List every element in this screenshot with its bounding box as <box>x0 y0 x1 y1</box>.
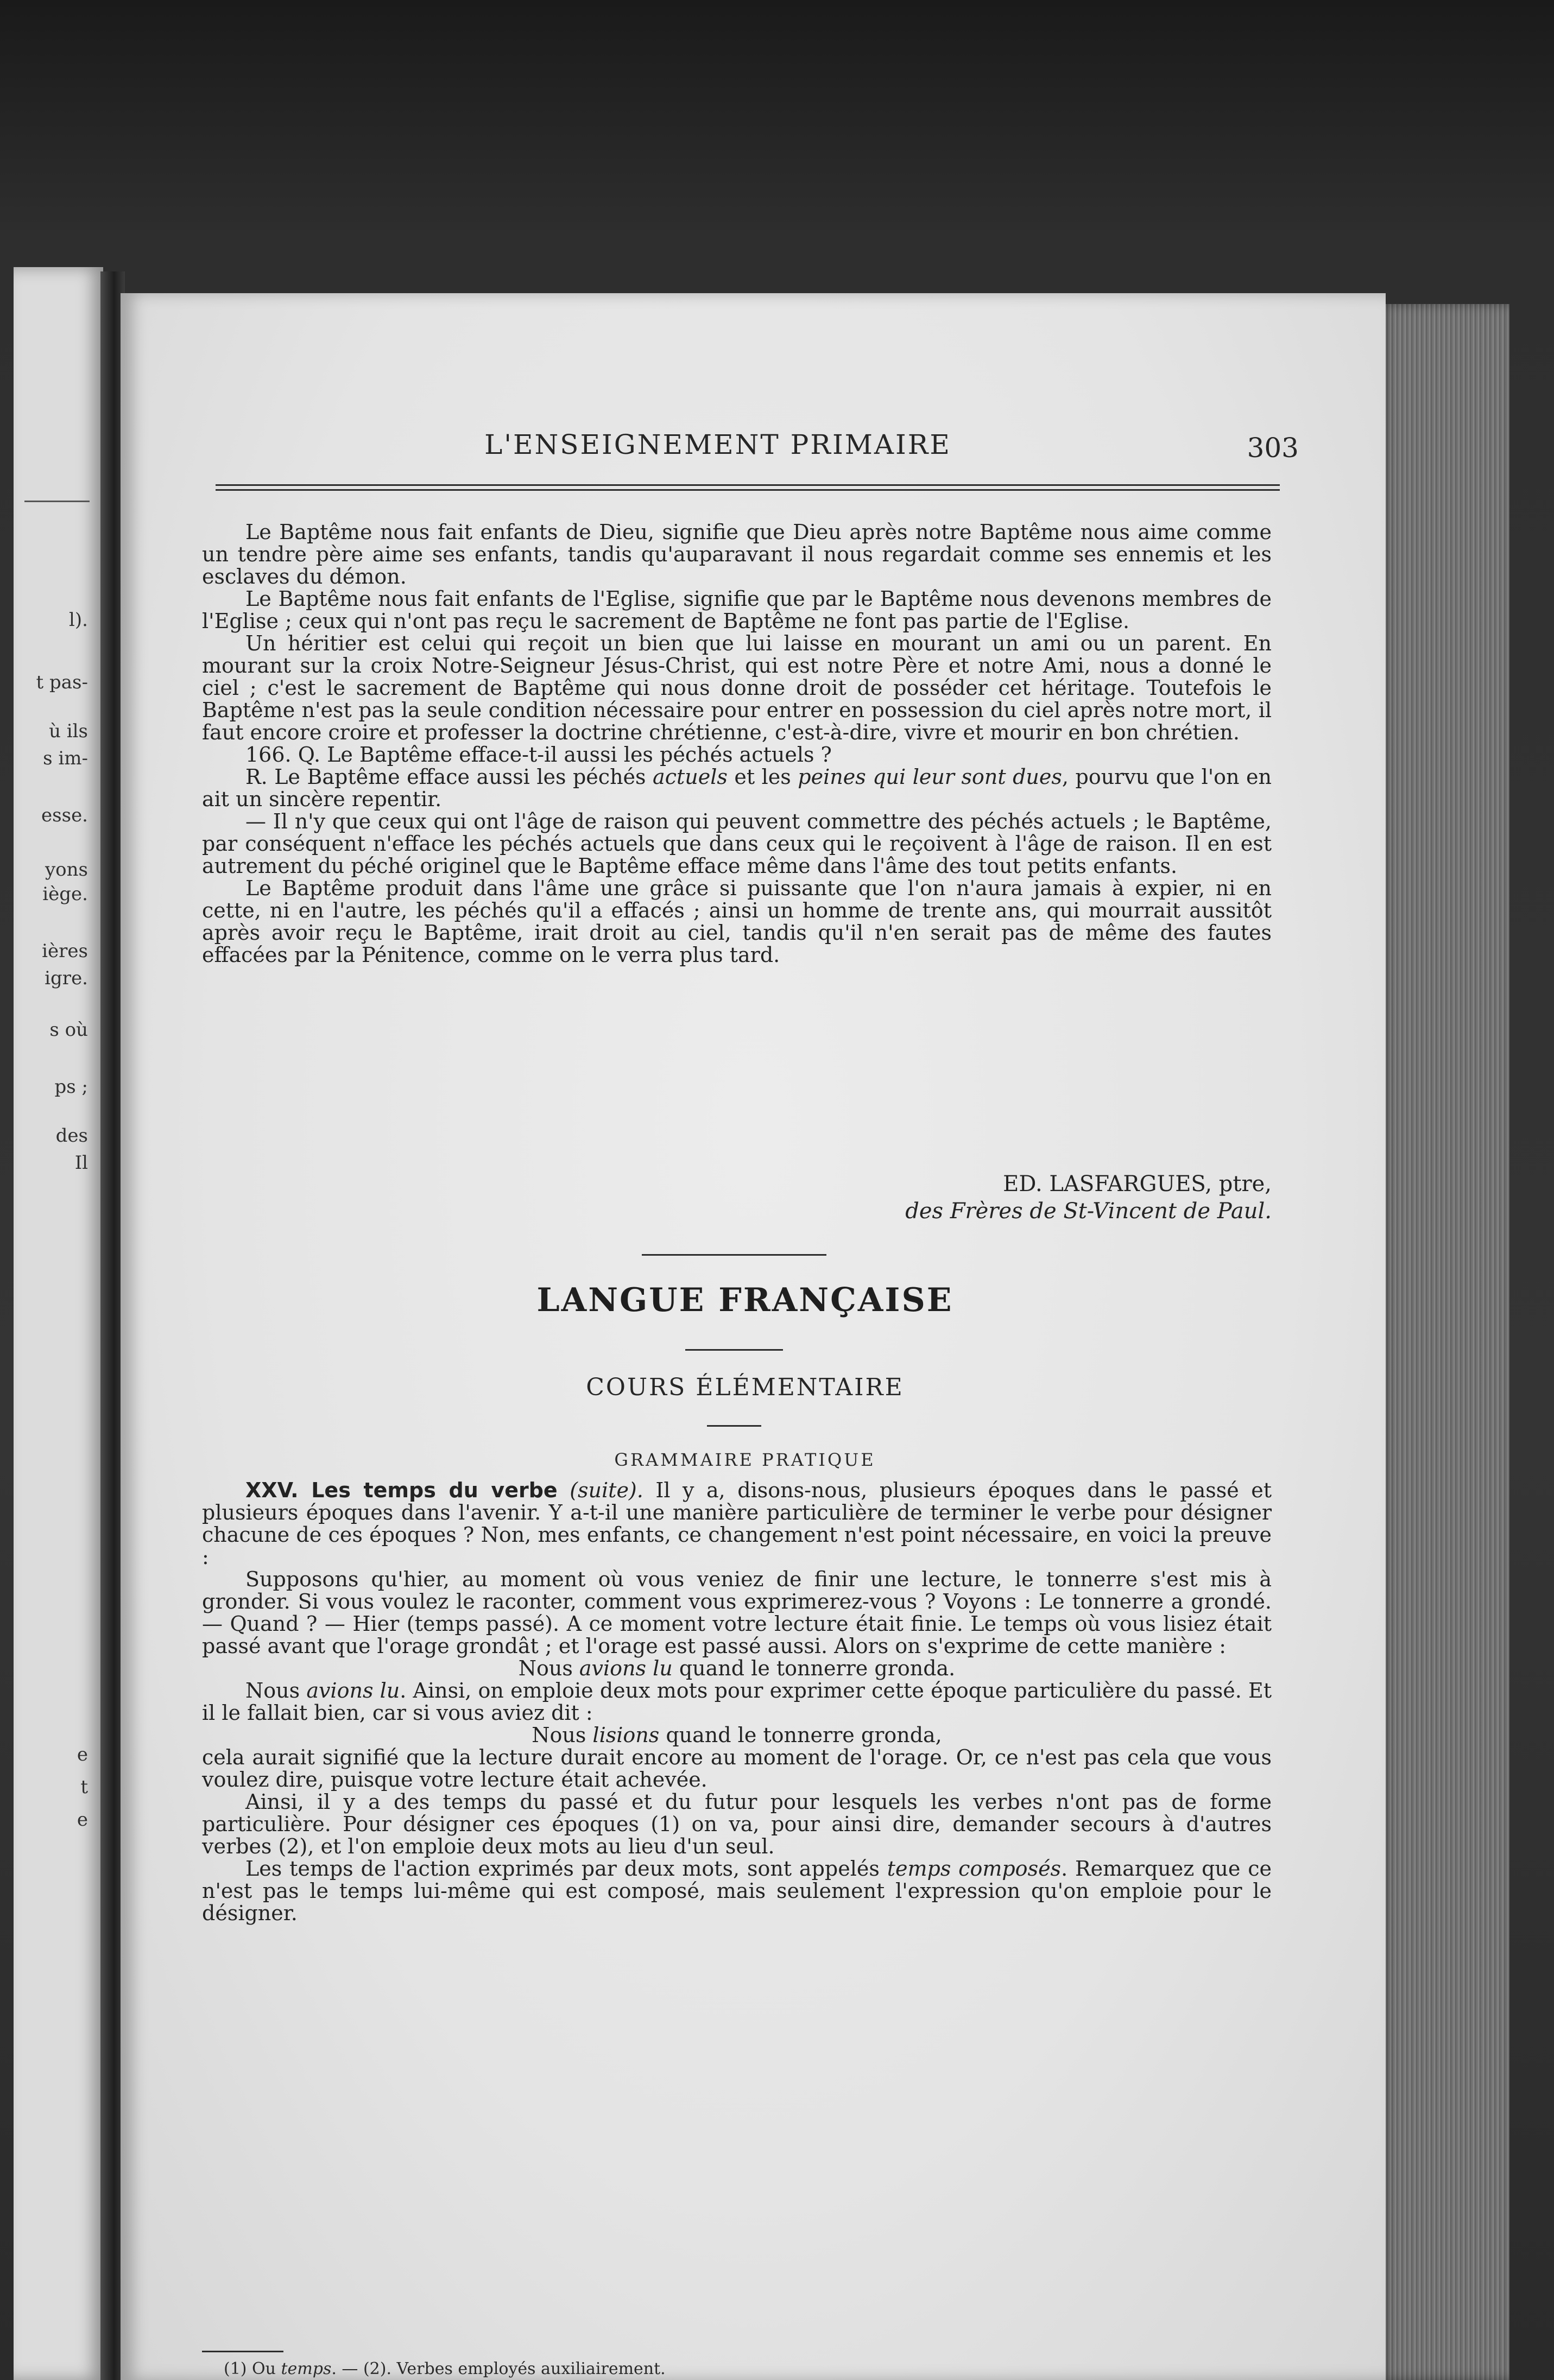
example-sentence: Nous avions lu quand le tonnerre gronda. <box>518 1656 956 1680</box>
paragraph: Le Baptême nous fait enfants de Dieu, signifie que Dieu après notre Baptême nous aime comme un tendre père aime ses enfants, tandis qu'auparavant il nous regardait comme ses ennemis et les esclaves du démon. <box>202 520 1272 588</box>
lesson-intro: XXV. Les temps du verbe (suite). Il y a, disons-nous, plusieurs époques dans le passé et plusieurs époques dans l'avenir. Y a-t-il une manière particulière de terminer le verbe pour désigner chacune de ces époques ? Non, mes enfants, ce changement n'est point nécessaire, en voici la preuve : <box>202 1478 1272 1569</box>
subtitle-rule <box>707 1425 761 1427</box>
question-166: 166. Q. Le Baptême efface-t-il aussi les péchés actuels ? <box>245 743 832 767</box>
footnote-rule <box>202 2351 283 2352</box>
running-header <box>191 429 1299 478</box>
paragraph: Un héritier est celui qui reçoit un bien que lui laisse en mourant un ami ou un parent. En mourant sur la croix Notre-Seigneur Jésus-Christ, qui est notre Père et notre Ami, nous a donné le ciel ; c'est le sacrement de Baptême qui nous donne droit de posséder cet héritage. Toutefois le Baptême n'est pas la seule condition nécessaire pour entrer en possession du ciel après notre mort, il faut encore croire et professer la doctrine chrétienne, c'est-à-dire, vivre et mourir en bon chrétien. <box>202 631 1272 744</box>
left-page-fragment: e <box>77 1809 88 1831</box>
paragraph: Supposons qu'hier, au moment où vous veniez de finir une lecture, le tonnerre s'est mis à gronder. Si vous voulez le raconter, comment vous exprimerez-vous ? Voyons : Le tonnerre a grondé. — Quand ? — Hier (temps passé). A ce moment votre lecture était finie. Le temps où vous lisiez était passé avant que l'orage grondât ; et l'orage est passé aussi. Alors on s'exprime de cette manière : <box>202 1567 1272 1658</box>
section-divider <box>642 1254 826 1256</box>
bapteme-text-block <box>202 521 1272 966</box>
page-number: 303 <box>1247 432 1299 464</box>
signature-order: des Frères de St-Vincent de Paul. <box>905 1199 1272 1224</box>
left-page-fragment: igre. <box>45 967 88 989</box>
grammar-title: GRAMMAIRE PRATIQUE <box>614 1449 876 1470</box>
left-page-fragment: t pas- <box>36 672 88 693</box>
paragraph: Ainsi, il y a des temps du passé et du futur pour lesquels les verbes n'ont pas de forme particulière. Pour désigner ces époques (1) on va, pour ainsi dire, demander secours à d'autres verbes (2), et l'on emploie deux mots au lieu d'un seul. <box>202 1790 1272 1858</box>
left-page-rule <box>24 501 90 502</box>
left-page-fragment: esse. <box>41 805 88 826</box>
left-page-fragment: ps ; <box>54 1076 88 1098</box>
example-sentence: Nous lisions quand le tonnerre gronda, <box>532 1723 942 1747</box>
grammaire-text-block <box>202 1479 1272 1925</box>
left-page-fragment: l). <box>69 609 88 631</box>
left-page-fragment: s im- <box>43 748 88 769</box>
paragraph: — Il n'y que ceux qui ont l'âge de raison qui peuvent commettre des péchés actuels ; le Baptême, par conséquent n'efface les péchés actuels que dans ceux qui le reçoivent à l'âge de raison. Il en est autrement du péché originel que le Baptême efface même dans l'âme des tout petits enfants. <box>202 809 1272 878</box>
answer-166: R. Le Baptême efface aussi les péchés actuels et les peines qui leur sont dues, pourvu que l'on en ait un sincère repentir. <box>202 765 1272 811</box>
header-double-rule <box>216 484 1280 491</box>
paragraph: cela aurait signifié que la lecture durait encore au moment de l'orage. Or, ce n'est pas cela que vous voulez dire, puisque votre lecture était achevée. <box>202 1745 1272 1792</box>
signature-name: ED. LASFARGUES, ptre, <box>1003 1172 1272 1197</box>
left-page-fragment: s où <box>49 1019 88 1041</box>
page-edges <box>1379 304 1509 2380</box>
left-page-fragment: t <box>80 1776 88 1798</box>
book-page <box>121 293 1386 2380</box>
paragraph: Nous avions lu. Ainsi, on emploie deux mots pour exprimer cette époque particulière du passé. Et il le fallait bien, car si vous aviez dit : <box>202 1679 1272 1725</box>
left-page-fragment: e <box>77 1744 88 1765</box>
paragraph: Le Baptême nous fait enfants de l'Eglise, signifie que par le Baptême nous devenons membres de l'Eglise ; ceux qui n'ont pas reçu le sacrement de Baptême ne font pas partie de l'Eglise. <box>202 587 1272 633</box>
left-page-fragment: yons <box>45 859 88 881</box>
left-page-fragment: iège. <box>42 883 88 905</box>
left-page-fragment: des <box>55 1125 88 1147</box>
running-title: L'ENSEIGNEMENT PRIMAIRE <box>484 429 951 460</box>
left-facing-page <box>14 267 103 2380</box>
title-rule <box>685 1349 783 1351</box>
left-page-fragment: Il <box>74 1152 88 1174</box>
course-subtitle: COURS ÉLÉMENTAIRE <box>586 1373 904 1401</box>
lesson-label: XXV. Les temps du verbe <box>245 1478 558 1502</box>
paragraph: Les temps de l'action exprimés par deux mots, sont appelés temps composés. Remarquez que ce n'est pas le temps lui-même qui est composé, mais seulement l'expression qu'on emploie pour le désigner. <box>202 1857 1272 1925</box>
section-title: LANGUE FRANÇAISE <box>536 1281 953 1319</box>
paragraph: Le Baptême produit dans l'âme une grâce si puissante que l'on n'aura jamais à expier, ni en cette, ni en l'autre, les péchés qu'il a effacés ; ainsi un homme de trente ans, qui mourrait aussitôt après avoir reçu le Baptême, irait droit au ciel, tandis qu'il n'en serait pas de même des fautes effacées par la Pénitence, comme on le verra plus tard. <box>202 876 1272 967</box>
left-page-fragment: ù ils <box>49 720 88 742</box>
footnote: (1) Ou temps. — (2). Verbes employés auxiliairement. <box>224 2359 666 2378</box>
left-page-fragment: ières <box>42 940 88 962</box>
